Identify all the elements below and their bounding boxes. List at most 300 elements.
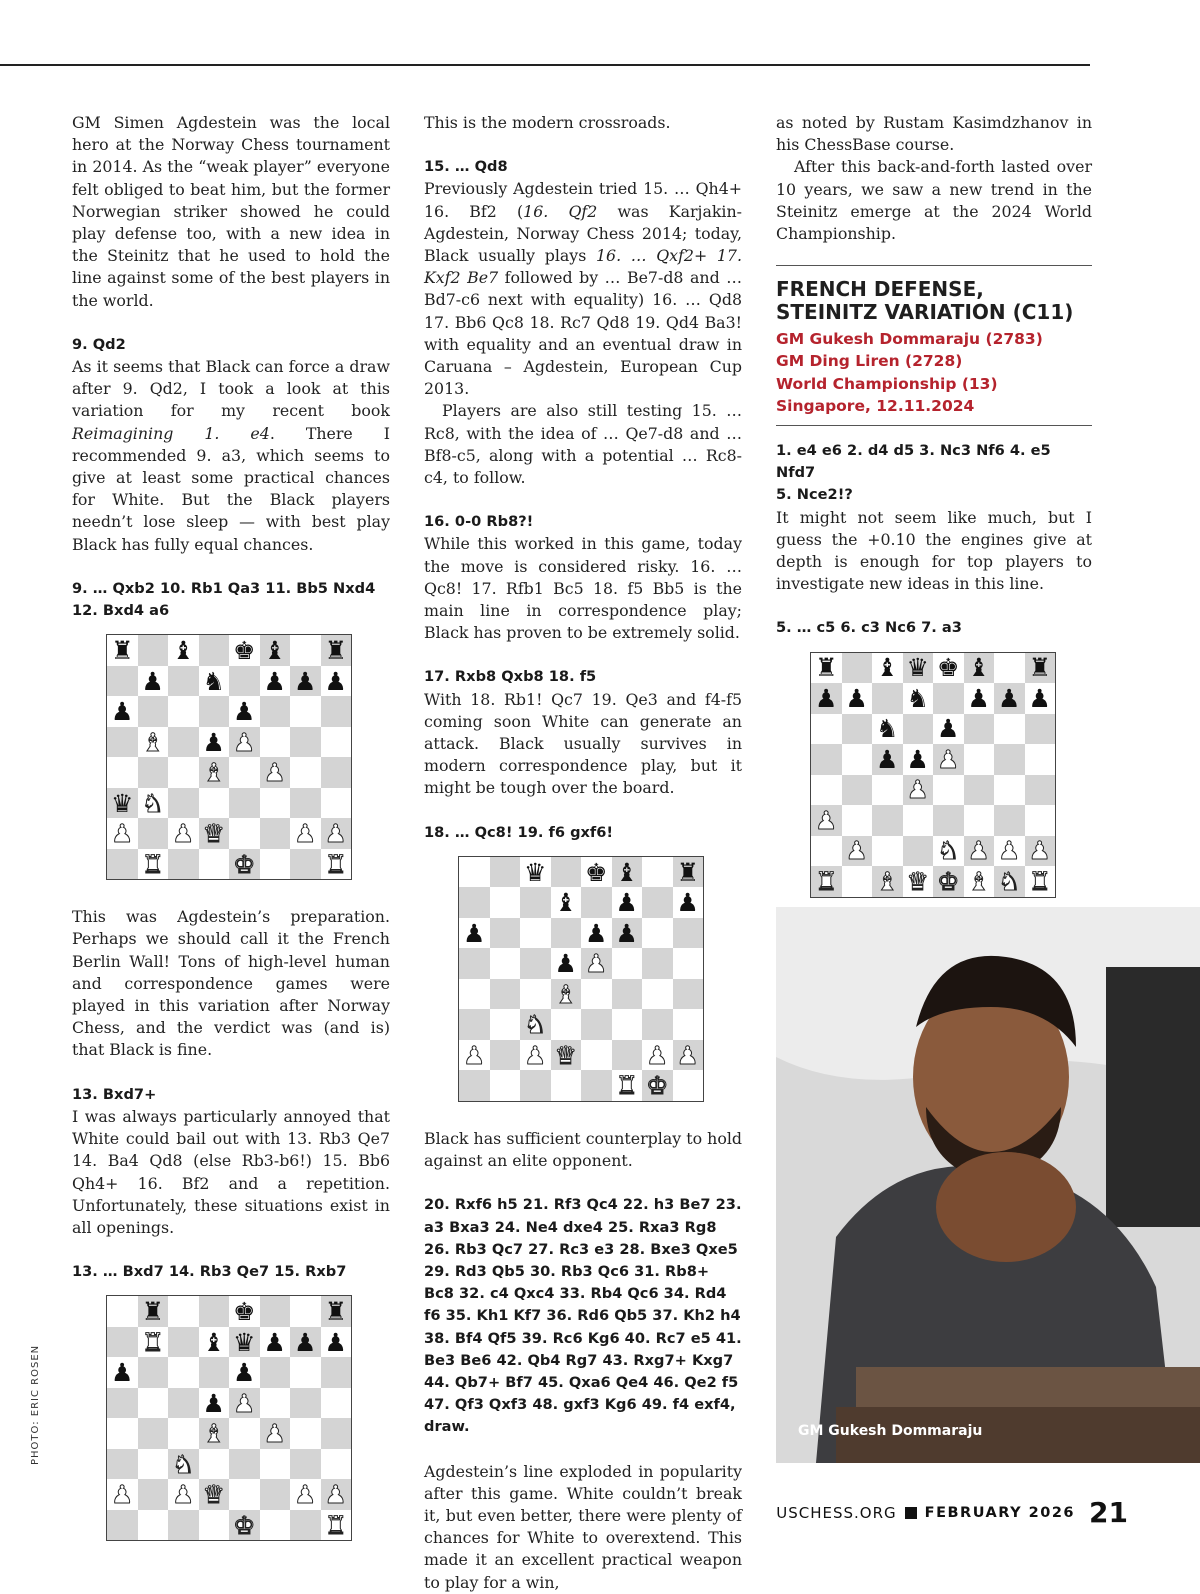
board-square bbox=[673, 1070, 704, 1101]
board-square bbox=[459, 857, 490, 888]
board-square bbox=[872, 714, 903, 745]
photo-caption: GM Gukesh Dommaraju bbox=[798, 1423, 983, 1439]
white-pawn-icon: ♟ bbox=[906, 775, 929, 805]
black-rook-icon: ♜ bbox=[141, 1297, 164, 1327]
board-square bbox=[229, 1296, 260, 1327]
board-square bbox=[138, 1418, 169, 1449]
player-photo-illustration bbox=[776, 907, 1200, 1463]
black-pawn-icon: ♟ bbox=[937, 714, 960, 744]
black-bishop-icon: ♝ bbox=[876, 653, 899, 683]
board-square bbox=[642, 887, 673, 918]
board-square bbox=[903, 683, 934, 714]
black-pawn-icon: ♟ bbox=[815, 683, 838, 713]
board-square bbox=[581, 918, 612, 949]
board-square bbox=[1025, 775, 1056, 806]
board-square bbox=[520, 948, 551, 979]
white-pawn-icon: ♟ bbox=[463, 1040, 486, 1070]
board-square bbox=[321, 1510, 352, 1541]
board-square bbox=[321, 1327, 352, 1358]
board-square bbox=[290, 849, 321, 880]
column-2 bbox=[424, 112, 742, 1594]
black-knight-icon: ♞ bbox=[202, 666, 225, 696]
black-king-icon: ♚ bbox=[937, 653, 960, 683]
board-square bbox=[459, 1009, 490, 1040]
board-square bbox=[520, 1040, 551, 1071]
board-square bbox=[612, 887, 643, 918]
white-bishop-icon: ♝ bbox=[202, 758, 225, 788]
board-square bbox=[933, 714, 964, 745]
board-square bbox=[321, 757, 352, 788]
board-square bbox=[107, 1296, 138, 1327]
white-pawn-icon: ♟ bbox=[585, 949, 608, 979]
board-square bbox=[520, 1070, 551, 1101]
issue-date: FEBRUARY 2026 bbox=[924, 1504, 1076, 1521]
black-pawn-icon: ♟ bbox=[141, 666, 164, 696]
board-square bbox=[168, 1479, 199, 1510]
board-square bbox=[321, 1418, 352, 1449]
body-paragraph: It might not seem like much, but I guess the +0.10 the engines give at depth is enough for top players to investigate new ideas in this line. bbox=[776, 507, 1092, 594]
board-square bbox=[290, 1510, 321, 1541]
white-queen-icon: ♛ bbox=[906, 866, 929, 896]
board-square bbox=[490, 918, 521, 949]
board-square bbox=[260, 666, 291, 697]
opening-heading: FRENCH DEFENSE, STEINITZ VARIATION (C11) bbox=[776, 277, 1074, 325]
board-square bbox=[811, 836, 842, 867]
black-rook-icon: ♜ bbox=[324, 1297, 347, 1327]
board-square bbox=[673, 918, 704, 949]
board-square bbox=[168, 666, 199, 697]
board-square bbox=[168, 1327, 199, 1358]
board-square bbox=[903, 805, 934, 836]
board-square bbox=[107, 666, 138, 697]
board-square bbox=[107, 788, 138, 819]
board-square bbox=[321, 1357, 352, 1388]
board-square bbox=[933, 805, 964, 836]
move-heading: 15. … Qd8 bbox=[424, 158, 508, 176]
white-rook-icon: ♜ bbox=[324, 1510, 347, 1540]
board-square bbox=[290, 1479, 321, 1510]
white-knight-icon: ♞ bbox=[172, 1449, 195, 1479]
board-square bbox=[612, 1009, 643, 1040]
board-square bbox=[290, 788, 321, 819]
board-square bbox=[872, 653, 903, 684]
board-square bbox=[811, 805, 842, 836]
board-square bbox=[138, 818, 169, 849]
board-square bbox=[673, 979, 704, 1010]
board-square bbox=[229, 635, 260, 666]
board-square bbox=[811, 744, 842, 775]
board-square bbox=[520, 1009, 551, 1040]
white-pawn-icon: ♟ bbox=[294, 819, 317, 849]
board-square bbox=[642, 1070, 673, 1101]
black-pawn-icon: ♟ bbox=[676, 888, 699, 918]
white-pawn-icon: ♟ bbox=[646, 1040, 669, 1070]
board-square bbox=[229, 666, 260, 697]
section-divider bbox=[776, 265, 1092, 266]
body-paragraph: Agdestein’s line exploded in popularity after this game. White couldn’t break it, but even better, there were plenty of chances for White to overextend. This made it an excellent practical weapon to play for a win, bbox=[424, 1461, 742, 1592]
board-square bbox=[199, 1449, 230, 1480]
board-square bbox=[229, 696, 260, 727]
board-square bbox=[260, 635, 291, 666]
board-square bbox=[964, 653, 995, 684]
white-king-icon: ♚ bbox=[233, 1510, 256, 1540]
board-square bbox=[551, 1009, 582, 1040]
board-square bbox=[138, 1357, 169, 1388]
black-rook-icon: ♜ bbox=[324, 636, 347, 666]
board-square bbox=[490, 979, 521, 1010]
board-square bbox=[229, 1357, 260, 1388]
board-square bbox=[872, 683, 903, 714]
board-square bbox=[490, 1040, 521, 1071]
board-square bbox=[260, 849, 291, 880]
board-square bbox=[107, 1357, 138, 1388]
board-square bbox=[642, 979, 673, 1010]
board-square bbox=[321, 696, 352, 727]
body-paragraph: Black has sufficient counterplay to hold against an elite opponent. bbox=[424, 1128, 742, 1171]
board-square bbox=[673, 1040, 704, 1071]
board-square bbox=[321, 635, 352, 666]
white-rook-icon: ♜ bbox=[141, 1327, 164, 1357]
white-knight-icon: ♞ bbox=[141, 788, 164, 818]
board-square bbox=[260, 757, 291, 788]
board-square bbox=[551, 1040, 582, 1071]
board-square bbox=[168, 727, 199, 758]
white-pawn-icon: ♟ bbox=[676, 1040, 699, 1070]
board-square bbox=[964, 836, 995, 867]
board-square bbox=[138, 757, 169, 788]
white-bishop-icon: ♝ bbox=[202, 1419, 225, 1449]
board-square bbox=[872, 805, 903, 836]
board-square bbox=[612, 857, 643, 888]
board-square bbox=[199, 1357, 230, 1388]
black-pawn-icon: ♟ bbox=[263, 666, 286, 696]
board-square bbox=[1025, 836, 1056, 867]
black-pawn-icon: ♟ bbox=[294, 1327, 317, 1357]
board-square bbox=[842, 653, 873, 684]
black-bishop-icon: ♝ bbox=[263, 636, 286, 666]
move-heading: 5. … c5 6. c3 Nc6 7. a3 bbox=[776, 619, 962, 637]
move-heading: 17. Rxb8 Qxb8 18. f5 bbox=[424, 668, 597, 686]
board-square bbox=[551, 979, 582, 1010]
board-square bbox=[842, 775, 873, 806]
black-king-icon: ♚ bbox=[233, 636, 256, 666]
white-queen-icon: ♛ bbox=[554, 1040, 577, 1070]
white-king-icon: ♚ bbox=[937, 866, 960, 896]
board-square bbox=[168, 1388, 199, 1419]
white-pawn-icon: ♟ bbox=[263, 1419, 286, 1449]
board-square bbox=[168, 757, 199, 788]
board-square bbox=[260, 1357, 291, 1388]
chess-diagram bbox=[810, 652, 1056, 898]
black-bishop-icon: ♝ bbox=[967, 653, 990, 683]
black-pawn-icon: ♟ bbox=[324, 666, 347, 696]
board-square bbox=[107, 727, 138, 758]
white-pawn-icon: ♟ bbox=[233, 727, 256, 757]
board-square bbox=[994, 653, 1025, 684]
board-square bbox=[1025, 805, 1056, 836]
white-pawn-icon: ♟ bbox=[524, 1040, 547, 1070]
board-square bbox=[642, 1009, 673, 1040]
board-square bbox=[199, 1327, 230, 1358]
black-rook-icon: ♜ bbox=[676, 857, 699, 887]
board-square bbox=[520, 857, 551, 888]
black-rook-icon: ♜ bbox=[111, 636, 134, 666]
board-square bbox=[199, 666, 230, 697]
move-heading: 9. Qd2 bbox=[72, 335, 126, 353]
move-heading: 13. … Bxd7 14. Rb3 Qe7 15. Rxb7 bbox=[72, 1263, 347, 1281]
move-heading: 12. Bxd4 a6 bbox=[72, 602, 170, 620]
black-pawn-icon: ♟ bbox=[554, 949, 577, 979]
board-square bbox=[138, 788, 169, 819]
board-square bbox=[260, 1418, 291, 1449]
board-square bbox=[260, 1327, 291, 1358]
white-knight-icon: ♞ bbox=[998, 866, 1021, 896]
board-square bbox=[673, 948, 704, 979]
white-rook-icon: ♜ bbox=[1028, 866, 1051, 896]
board-square bbox=[290, 1449, 321, 1480]
body-paragraph: I was always particularly annoyed that White could bail out with 13. Rb3 Qe7 14. Ba4 Qd8 (else Rb3-b6!) 15. Bb6 Qh4+ 16. Bf2 and a repetition. Unfortunately, these situations exist in all openings. bbox=[72, 1106, 390, 1237]
body-paragraph: While this worked in this game, today the move is considered risky. 16. … Qc8! 17. Rfb1 Bc5 18. f5 Bb5 is the main line in correspondence play; Black has proven to be extremely solid. bbox=[424, 534, 742, 643]
white-bishop-icon: ♝ bbox=[876, 866, 899, 896]
board-square bbox=[964, 744, 995, 775]
intro-paragraph: GM Simen Agdestein was the local hero at the Norway Chess tournament in 2014. As the “weak player” everyone felt obliged to beat him, but the former Norwegian striker showed he could play defense too, with a new idea in the Steinitz that he used to hold the line against some of the best players in the world. bbox=[72, 113, 390, 310]
board-square bbox=[581, 948, 612, 979]
board-square bbox=[459, 887, 490, 918]
move-heading: 16. 0-0 Rb8?! bbox=[424, 513, 534, 531]
board-square bbox=[811, 714, 842, 745]
board-square bbox=[107, 1479, 138, 1510]
board-square bbox=[994, 744, 1025, 775]
black-pawn-icon: ♟ bbox=[585, 918, 608, 948]
chess-diagram bbox=[106, 1295, 352, 1541]
white-pawn-icon: ♟ bbox=[111, 819, 134, 849]
square-bullet-icon bbox=[905, 1507, 917, 1519]
board-square bbox=[1025, 714, 1056, 745]
white-rook-icon: ♜ bbox=[815, 866, 838, 896]
black-king-icon: ♚ bbox=[585, 857, 608, 887]
white-queen-icon: ♛ bbox=[202, 1480, 225, 1510]
board-square bbox=[229, 818, 260, 849]
event-info: World Championship (13) Singapore, 12.11.2024 bbox=[776, 374, 998, 415]
board-square bbox=[933, 653, 964, 684]
black-player: GM Ding Liren (2728) bbox=[776, 352, 963, 371]
black-rook-icon: ♜ bbox=[815, 653, 838, 683]
board-square bbox=[168, 696, 199, 727]
black-bishop-icon: ♝ bbox=[615, 857, 638, 887]
chess-diagram bbox=[458, 856, 704, 1102]
body-paragraph: As it seems that Black can force a draw after 9. Qd2, I took a look at this variation for my recent book Reimagining 1. e4. There I recommended 9. a3, which seems to give at least some practical chances for White. But the Black players needn’t lose sleep — with best play Black has fully equal chances. bbox=[72, 357, 390, 554]
page-number: 21 bbox=[1089, 1496, 1128, 1529]
move-heading: 20. Rxf6 h5 21. Rf3 Qc4 22. h3 Be7 23. a3 Bxa3 24. Ne4 dxe4 25. Rxa3 Rg8 26. Rb3 Qc7 27. Rc3 e3 28. Bxe3 Qxe5 29. Rd3 Qb5 30. Rb3 Qc6 31. Rb8+ Bc8 32. c4 Qxc4 33. Rb4 Qc6 34. Rd4 f6 35. Kh1 Kf7 36. Rd6 Qb5 37. Kh2 h4 38. Bf4 Qf5 39. Rc6 Kg6 40. Rc7 e5 41. Be3 Be6 42. Qb4 Rg7 43. Rxg7+ Kxg7 44. Qb7+ Bf7 45. Qxa6 Qe4 46. Qe2 f5 47. Qf3 Qxf3 48. gxf3 Kg6 49. f4 exf4, draw. bbox=[424, 1196, 742, 1436]
white-pawn-icon: ♟ bbox=[998, 836, 1021, 866]
board-square bbox=[321, 1479, 352, 1510]
black-knight-icon: ♞ bbox=[906, 683, 929, 713]
photo-credit: PHOTO: ERIC ROSEN bbox=[30, 1344, 41, 1465]
black-knight-icon: ♞ bbox=[876, 714, 899, 744]
white-pawn-icon: ♟ bbox=[172, 819, 195, 849]
board-square bbox=[964, 714, 995, 745]
board-square bbox=[459, 918, 490, 949]
black-bishop-icon: ♝ bbox=[202, 1327, 225, 1357]
board-square bbox=[290, 727, 321, 758]
board-square bbox=[199, 788, 230, 819]
board-square bbox=[138, 1479, 169, 1510]
board-square bbox=[612, 918, 643, 949]
board-square bbox=[321, 666, 352, 697]
move-heading: 13. Bxd7+ bbox=[72, 1085, 157, 1103]
black-pawn-icon: ♟ bbox=[998, 683, 1021, 713]
board-square bbox=[290, 635, 321, 666]
body-paragraph: With 18. Rb1! Qc7 19. Qe3 and f4-f5 coming soon White can generate an attack. Black usually survives in modern correspondence play, but it might be tough over the board. bbox=[424, 689, 742, 798]
board-square bbox=[551, 918, 582, 949]
black-pawn-icon: ♟ bbox=[233, 1358, 256, 1388]
board-square bbox=[168, 1357, 199, 1388]
white-pawn-icon: ♟ bbox=[294, 1480, 317, 1510]
board-square bbox=[138, 849, 169, 880]
white-pawn-icon: ♟ bbox=[233, 1388, 256, 1418]
site-name: USCHESS.ORG bbox=[776, 1503, 897, 1522]
board-square bbox=[490, 857, 521, 888]
board-square bbox=[673, 857, 704, 888]
white-knight-icon: ♞ bbox=[937, 836, 960, 866]
board-square bbox=[520, 979, 551, 1010]
board-square bbox=[612, 1040, 643, 1071]
board-square bbox=[933, 775, 964, 806]
board-square bbox=[260, 1479, 291, 1510]
board-square bbox=[168, 818, 199, 849]
board-square bbox=[229, 1388, 260, 1419]
board-square bbox=[260, 818, 291, 849]
white-pawn-icon: ♟ bbox=[845, 836, 868, 866]
move-heading: 1. e4 e6 2. d4 d5 3. Nc3 Nf6 4. e5 Nfd7 bbox=[776, 442, 1051, 482]
board-square bbox=[229, 788, 260, 819]
board-square bbox=[994, 805, 1025, 836]
board-square bbox=[138, 1327, 169, 1358]
black-pawn-icon: ♟ bbox=[906, 744, 929, 774]
white-king-icon: ♚ bbox=[646, 1071, 669, 1101]
white-pawn-icon: ♟ bbox=[324, 819, 347, 849]
board-square bbox=[260, 1449, 291, 1480]
board-square bbox=[933, 866, 964, 897]
black-pawn-icon: ♟ bbox=[324, 1327, 347, 1357]
board-square bbox=[872, 836, 903, 867]
chess-diagram bbox=[106, 634, 352, 880]
board-square bbox=[168, 788, 199, 819]
board-square bbox=[842, 866, 873, 897]
board-square bbox=[199, 696, 230, 727]
board-square bbox=[642, 948, 673, 979]
move-heading: 5. Nce2!? bbox=[776, 486, 853, 504]
board-square bbox=[872, 744, 903, 775]
board-square bbox=[581, 979, 612, 1010]
column-3 bbox=[776, 112, 1092, 898]
black-pawn-icon: ♟ bbox=[202, 727, 225, 757]
body-paragraph: This was Agdestein’s preparation. Perhaps we should call it the French Berlin Wall! Tons of high-level human and correspondence games were played in this variation after Norway Chess, and the verdict was (and is) that Black is fine. bbox=[72, 907, 390, 1060]
white-pawn-icon: ♟ bbox=[815, 805, 838, 835]
white-pawn-icon: ♟ bbox=[324, 1480, 347, 1510]
board-square bbox=[581, 887, 612, 918]
board-square bbox=[581, 1070, 612, 1101]
board-square bbox=[138, 635, 169, 666]
black-pawn-icon: ♟ bbox=[294, 666, 317, 696]
board-square bbox=[811, 653, 842, 684]
board-square bbox=[1025, 683, 1056, 714]
board-square bbox=[811, 683, 842, 714]
black-pawn-icon: ♟ bbox=[233, 697, 256, 727]
board-square bbox=[903, 775, 934, 806]
black-bishop-icon: ♝ bbox=[172, 636, 195, 666]
board-square bbox=[842, 836, 873, 867]
board-square bbox=[229, 727, 260, 758]
white-rook-icon: ♜ bbox=[615, 1071, 638, 1101]
top-rule bbox=[0, 64, 1090, 66]
board-square bbox=[872, 775, 903, 806]
board-square bbox=[490, 1070, 521, 1101]
black-queen-icon: ♛ bbox=[906, 653, 929, 683]
board-square bbox=[551, 887, 582, 918]
board-square bbox=[459, 1040, 490, 1071]
board-square bbox=[290, 1327, 321, 1358]
board-square bbox=[520, 887, 551, 918]
column-1 bbox=[72, 112, 390, 1541]
board-square bbox=[933, 744, 964, 775]
board-square bbox=[1025, 744, 1056, 775]
board-square bbox=[459, 979, 490, 1010]
board-square bbox=[168, 1510, 199, 1541]
board-square bbox=[811, 866, 842, 897]
white-pawn-icon: ♟ bbox=[111, 1480, 134, 1510]
board-square bbox=[290, 696, 321, 727]
board-square bbox=[199, 1296, 230, 1327]
board-square bbox=[673, 887, 704, 918]
white-bishop-icon: ♝ bbox=[554, 979, 577, 1009]
board-square bbox=[964, 805, 995, 836]
board-square bbox=[290, 1296, 321, 1327]
board-square bbox=[842, 744, 873, 775]
board-square bbox=[199, 727, 230, 758]
board-square bbox=[811, 775, 842, 806]
black-queen-icon: ♛ bbox=[233, 1327, 256, 1357]
black-pawn-icon: ♟ bbox=[876, 744, 899, 774]
board-square bbox=[138, 1388, 169, 1419]
board-square bbox=[321, 1296, 352, 1327]
board-square bbox=[842, 683, 873, 714]
white-player: GM Gukesh Dommaraju (2783) bbox=[776, 330, 1043, 349]
board-square bbox=[107, 1388, 138, 1419]
white-pawn-icon: ♟ bbox=[1028, 836, 1051, 866]
board-square bbox=[229, 1418, 260, 1449]
board-square bbox=[260, 788, 291, 819]
board-square bbox=[138, 1449, 169, 1480]
board-square bbox=[581, 1040, 612, 1071]
board-square bbox=[138, 666, 169, 697]
board-square bbox=[107, 1510, 138, 1541]
white-king-icon: ♚ bbox=[233, 849, 256, 879]
board-square bbox=[490, 1009, 521, 1040]
black-queen-icon: ♛ bbox=[111, 788, 134, 818]
board-square bbox=[290, 1357, 321, 1388]
board-square bbox=[290, 1388, 321, 1419]
board-square bbox=[994, 836, 1025, 867]
black-pawn-icon: ♟ bbox=[1028, 683, 1051, 713]
board-square bbox=[933, 683, 964, 714]
board-square bbox=[1025, 653, 1056, 684]
board-square bbox=[964, 683, 995, 714]
black-king-icon: ♚ bbox=[233, 1297, 256, 1327]
board-square bbox=[290, 666, 321, 697]
board-square bbox=[107, 818, 138, 849]
board-square bbox=[229, 757, 260, 788]
